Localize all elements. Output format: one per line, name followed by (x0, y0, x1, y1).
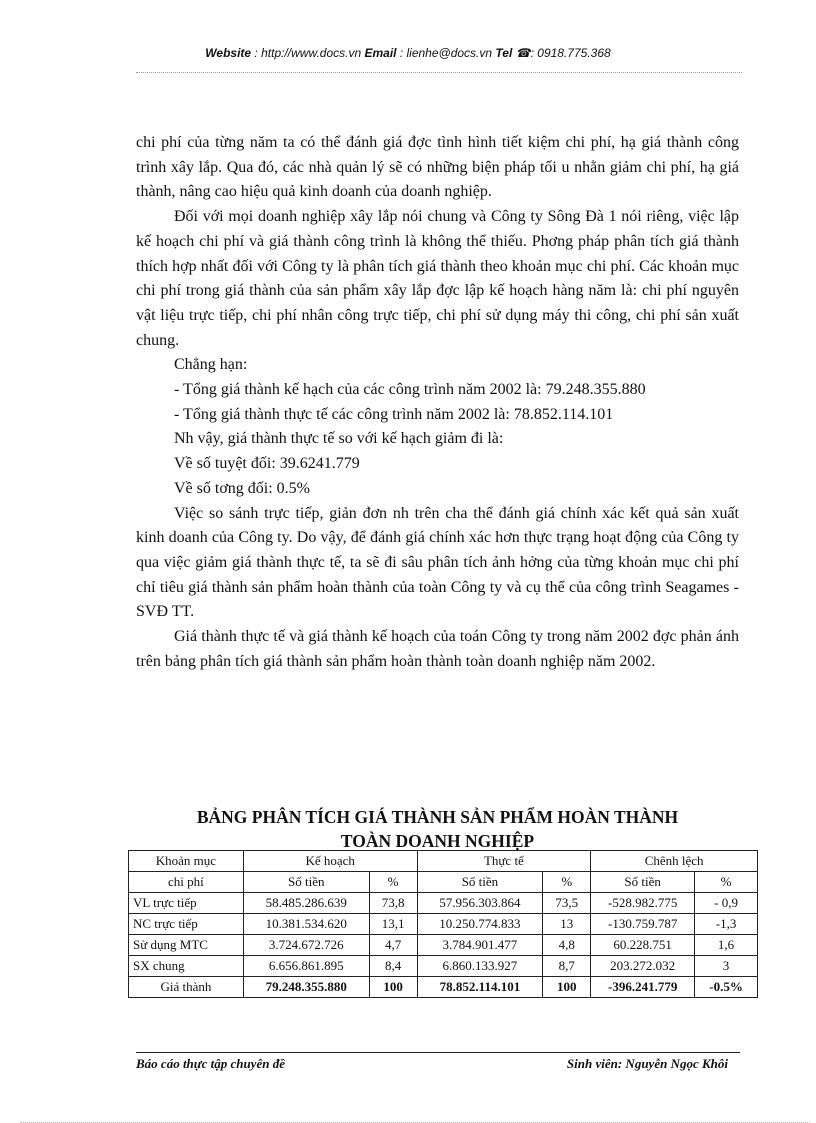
table-cell: 58.485.286.639 (243, 893, 369, 914)
total-cell: -396.241.779 (591, 977, 695, 998)
header-cell: % (695, 872, 758, 893)
table-cell: 4,7 (369, 935, 417, 956)
header-cell: % (369, 872, 417, 893)
footer-divider (136, 1052, 740, 1053)
paragraph-6: Nh vậy, giá thành thực tế so với kế hạch giảm đi là: (174, 430, 504, 448)
paragraph-9: Việc so sánh trực tiếp, giản đơn nh trên cha thể đánh giá chính xác kết quả sản xuất kinh doanh của Công ty. Do vậy, để đánh giá chính xác hơn thực trạng hoạt động của Công ty qua việc giảm giá thành thực tế, ta sẽ đi sâu phân tích ảnh hởng của từng khoản mục chi phí chỉ tiêu giá thành sản phẩm hoàn thành của toàn Công ty và cụ thể của công trình Seagames - SVĐ TT. (136, 504, 739, 621)
table-total-row (129, 977, 758, 998)
table-row (129, 935, 758, 956)
total-cell: 79.248.355.880 (243, 977, 369, 998)
table-header-row-2 (129, 872, 758, 893)
header-cell: Chênh lệch (591, 851, 758, 872)
body-text (136, 131, 739, 674)
table-cell: Sử dụng MTC (129, 935, 244, 956)
table-cell: - 0,9 (695, 893, 758, 914)
header-cell: Thực tế (417, 851, 591, 872)
header-cell: Khoản mục (129, 851, 244, 872)
paragraph-3: Chẳng hạn: (174, 356, 248, 374)
header-cell: Số tiền (591, 872, 695, 893)
table-title (136, 805, 739, 853)
table-cell: 6.860.133.927 (417, 956, 543, 977)
website-label: Website (205, 46, 252, 60)
table-cell: 3.784.901.477 (417, 935, 543, 956)
email-value: : lienhe@docs.vn (396, 46, 496, 60)
footer-report-title: Báo cáo thực tập chuyên đề (136, 1056, 285, 1071)
tel-label: Tel (495, 46, 513, 60)
table-cell: 10.381.534.620 (243, 914, 369, 935)
header-cell: Kế hoạch (243, 851, 417, 872)
table-cell: 203.272.032 (591, 956, 695, 977)
table-cell: 8,4 (369, 956, 417, 977)
table-row (129, 914, 758, 935)
table-cell: -528.982.775 (591, 893, 695, 914)
table-cell: 73,5 (543, 893, 591, 914)
table-cell: -130.759.787 (591, 914, 695, 935)
header-divider (136, 72, 742, 73)
table-cell: NC trực tiếp (129, 914, 244, 935)
table-cell: SX chung (129, 956, 244, 977)
table-cell: 1,6 (695, 935, 758, 956)
table-cell: 57.956.303.864 (417, 893, 543, 914)
table-title-line-1: BẢNG PHÂN TÍCH GIÁ THÀNH SẢN PHẨM HOÀN THÀNH (196, 807, 679, 827)
table-row (129, 893, 758, 914)
table-cell: 3.724.672.726 (243, 935, 369, 956)
total-cell: Giá thành (129, 977, 244, 998)
paragraph-1: chi phí của từng năm ta có thể đánh giá đợc tình hình tiết kiệm chi phí, hạ giá thành công trình xây lắp. Qua đó, các nhà quản lý sẽ có những biện pháp tối u nhằn giảm chi phí, hạ giá thành, nâng cao hiệu quả kinh doanh của doanh nghiệp. (136, 134, 739, 201)
table-title-line-2: TOÀN DOANH NGHIỆP (340, 831, 535, 851)
table-cell: 73,8 (369, 893, 417, 914)
table-cell: -1,3 (695, 914, 758, 935)
footer-student-name: Sinh viên: Nguyễn Ngọc Khôi (566, 1056, 728, 1071)
page-header (0, 46, 816, 60)
phone-icon: ☎ (515, 46, 531, 60)
header-cell: chi phí (129, 872, 244, 893)
website-value: : http://www.docs.vn (251, 46, 365, 60)
paragraph-5: - Tổng giá thành thực tế các công trình năm 2002 là: 78.852.114.101 (174, 405, 614, 423)
table-cell: 13 (543, 914, 591, 935)
total-cell: 100 (369, 977, 417, 998)
header-cell: Số tiền (243, 872, 369, 893)
table-cell: 3 (695, 956, 758, 977)
table-cell: 4,8 (543, 935, 591, 956)
tel-value: : 0918.775.368 (530, 46, 611, 60)
paragraph-8: Về số tơng đối: 0.5% (174, 479, 311, 497)
paragraph-4: - Tổng giá thành kế hạch của các công trình năm 2002 là: 79.248.355.880 (174, 381, 646, 399)
table-cell: 6.656.861.895 (243, 956, 369, 977)
table-cell: 60.228.751 (591, 935, 695, 956)
table-cell: 8,7 (543, 956, 591, 977)
email-label: Email (364, 46, 397, 60)
table-cell: VL trực tiếp (129, 893, 244, 914)
table-cell: 10.250.774.833 (417, 914, 543, 935)
header-cell: % (543, 872, 591, 893)
table-header-row-1 (129, 851, 758, 872)
total-cell: -0.5% (695, 977, 758, 998)
total-cell: 78.852.114.101 (417, 977, 543, 998)
paragraph-7: Về số tuyệt đối: 39.6241.779 (174, 455, 360, 473)
paragraph-10: Giá thành thực tế và giá thành kế hoạch của toán Công ty trong năm 2002 đợc phản ánh trên bảng phân tích giá thành sản phẩm hoàn thành toàn doanh nghiệp năm 2002. (136, 628, 739, 670)
table-row (129, 956, 758, 977)
table-cell: 13,1 (369, 914, 417, 935)
header-cell: Số tiền (417, 872, 543, 893)
paragraph-2: Đối với mọi doanh nghiệp xây lắp nói chung và Công ty Sông Đà 1 nói riêng, việc lập kế hoạch chi phí và giá thành công trình là không thể thiếu. Phơng pháp phân tích giá thành thích hợp nhất đối với Công ty là phân tích giá thành theo khoản mục chi phí. Các khoản mục chi phí trong giá thành của sản phẩm xây lắp đợc lập kế hoạch hàng năm là: chi phí nguyên vật liệu trực tiếp, chi phí nhân công trực tiếp, chi phí sử dụng máy thi công, chi phí sản xuất chung. (136, 208, 739, 349)
cost-analysis-table (128, 850, 758, 998)
total-cell: 100 (543, 977, 591, 998)
